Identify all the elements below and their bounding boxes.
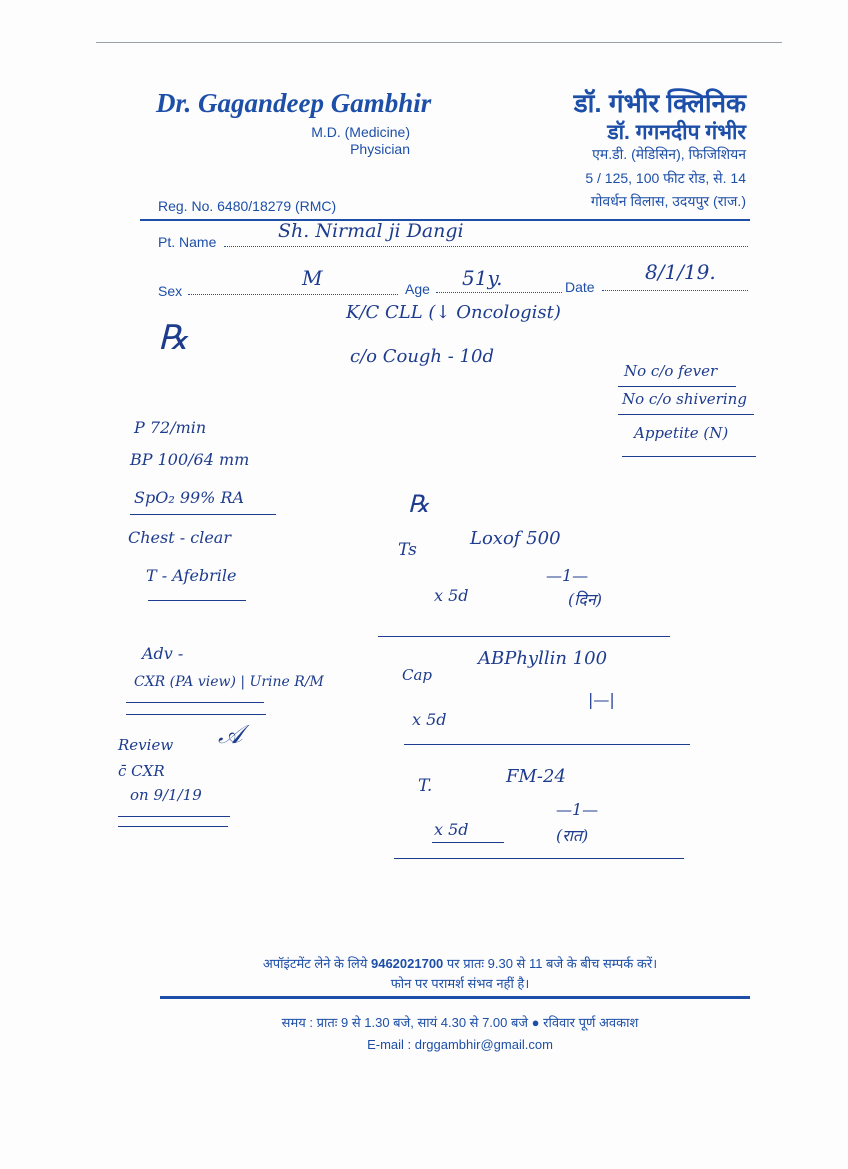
med3-timing: (रात) xyxy=(556,826,589,845)
patient-name-line xyxy=(224,246,748,247)
med2-duration: x 5d xyxy=(412,710,447,729)
top-rule xyxy=(96,42,782,43)
vital-bp: BP 100/64 mm xyxy=(130,450,250,469)
no-phone-consult: फोन पर परामर्श संभव नहीं है। xyxy=(390,976,530,991)
med1-dose: —1— xyxy=(546,566,589,585)
vital-pulse: P 72/min xyxy=(134,418,207,437)
clinic-timings: समय : प्रातः 9 से 1.30 बजे, सायं 4.30 से 7.00 बजे ● रविवार पूर्ण अवकाश xyxy=(281,1015,639,1030)
date-label: Date xyxy=(565,279,595,295)
date-line xyxy=(602,290,748,291)
degree-hi: एम.डी. (मेडिसिन), फिजिशियन xyxy=(592,146,746,162)
underline xyxy=(148,600,246,601)
underline xyxy=(118,826,228,827)
doctor-credentials-en xyxy=(282,124,410,158)
med3-duration: x 5d xyxy=(434,820,469,839)
age-line xyxy=(436,292,562,293)
advice-heading: Adv - xyxy=(142,644,184,663)
age-label: Age xyxy=(405,281,430,297)
review-label: Review xyxy=(118,736,174,754)
registration-number: Reg. No. 6480/18279 (RMC) xyxy=(158,198,337,214)
med1-duration: x 5d xyxy=(434,586,469,605)
chest-exam: Chest - clear xyxy=(128,528,231,547)
review-date: on 9/1/19 xyxy=(130,786,202,804)
rx-symbol-meds: ℞ xyxy=(408,490,430,518)
patient-name-value: Sh. Nirmal ji Dangi xyxy=(278,220,464,242)
address-line1: 5 / 125, 100 फीट रोड, से. 14 xyxy=(585,170,746,186)
negative-shivering: No c/o shivering xyxy=(622,390,747,408)
footer-contact xyxy=(160,1012,760,1056)
med1-rule xyxy=(378,636,670,637)
appetite-normal: Appetite (N) xyxy=(634,424,729,442)
med3-rule xyxy=(394,858,684,859)
med1-name: Loxof 500 xyxy=(470,528,561,549)
med2-dose: |—| xyxy=(588,690,615,709)
appointment-info xyxy=(160,954,760,994)
patient-name-label: Pt. Name xyxy=(158,234,217,250)
rx-symbol: ℞ xyxy=(158,318,189,358)
sex-line xyxy=(188,294,398,295)
underline xyxy=(118,816,230,817)
age-value: 51y. xyxy=(462,266,503,290)
footer-rule xyxy=(160,996,750,999)
sex-value: M xyxy=(302,266,323,290)
date-value: 8/1/19. xyxy=(645,260,716,284)
vital-spo2: SpO₂ 99% RA xyxy=(134,488,245,507)
underline xyxy=(126,702,264,703)
underline xyxy=(618,414,754,415)
appointment-post: पर प्रातः 9.30 से 11 बजे के बीच सम्पर्क करें। xyxy=(443,956,658,971)
appointment-pre: अपॉइंटमेंट लेने के लिये xyxy=(262,956,371,971)
med1-prefix: Ts xyxy=(398,540,417,560)
doctor-name-en: Dr. Gagandeep Gambhir xyxy=(156,88,432,118)
sex-label: Sex xyxy=(158,283,183,299)
doctor-initial: 𝒜 xyxy=(218,720,243,750)
med2-prefix: Cap xyxy=(402,666,433,684)
phone-number: 9462021700 xyxy=(370,956,444,971)
address-line2: गोवर्धन विलास, उदयपुर (राज.) xyxy=(590,193,746,209)
advice-tests: CXR (PA view) | Urine R/M xyxy=(134,674,324,690)
degree-en: M.D. (Medicine) xyxy=(311,124,410,140)
email: E-mail : drggambhir@gmail.com xyxy=(367,1037,553,1052)
med2-rule xyxy=(404,744,690,745)
history-complaint: c/o Cough - 10d xyxy=(350,346,494,367)
doctor-name-hi: डॉ. गगनदीप गंभीर xyxy=(607,121,746,144)
med3-dose: —1— xyxy=(556,800,599,819)
title-en: Physician xyxy=(350,141,410,157)
clinic-name-hi: डॉ. गंभीर क्लिनिक xyxy=(573,88,746,118)
underline xyxy=(432,842,504,843)
negative-fever: No c/o fever xyxy=(624,362,718,380)
temperature: T - Afebrile xyxy=(146,566,237,585)
underline xyxy=(622,456,756,457)
history-known-case: K/C CLL (↓ Oncologist) xyxy=(346,302,561,323)
med3-prefix: T. xyxy=(418,776,433,796)
underline xyxy=(126,714,266,715)
med3-name: FM-24 xyxy=(506,766,566,787)
med1-timing: (दिन) xyxy=(568,590,603,609)
underline xyxy=(130,514,276,515)
med2-name: ABPhyllin 100 xyxy=(478,648,608,669)
review-with: c̄ CXR xyxy=(118,762,165,780)
underline xyxy=(618,386,736,387)
